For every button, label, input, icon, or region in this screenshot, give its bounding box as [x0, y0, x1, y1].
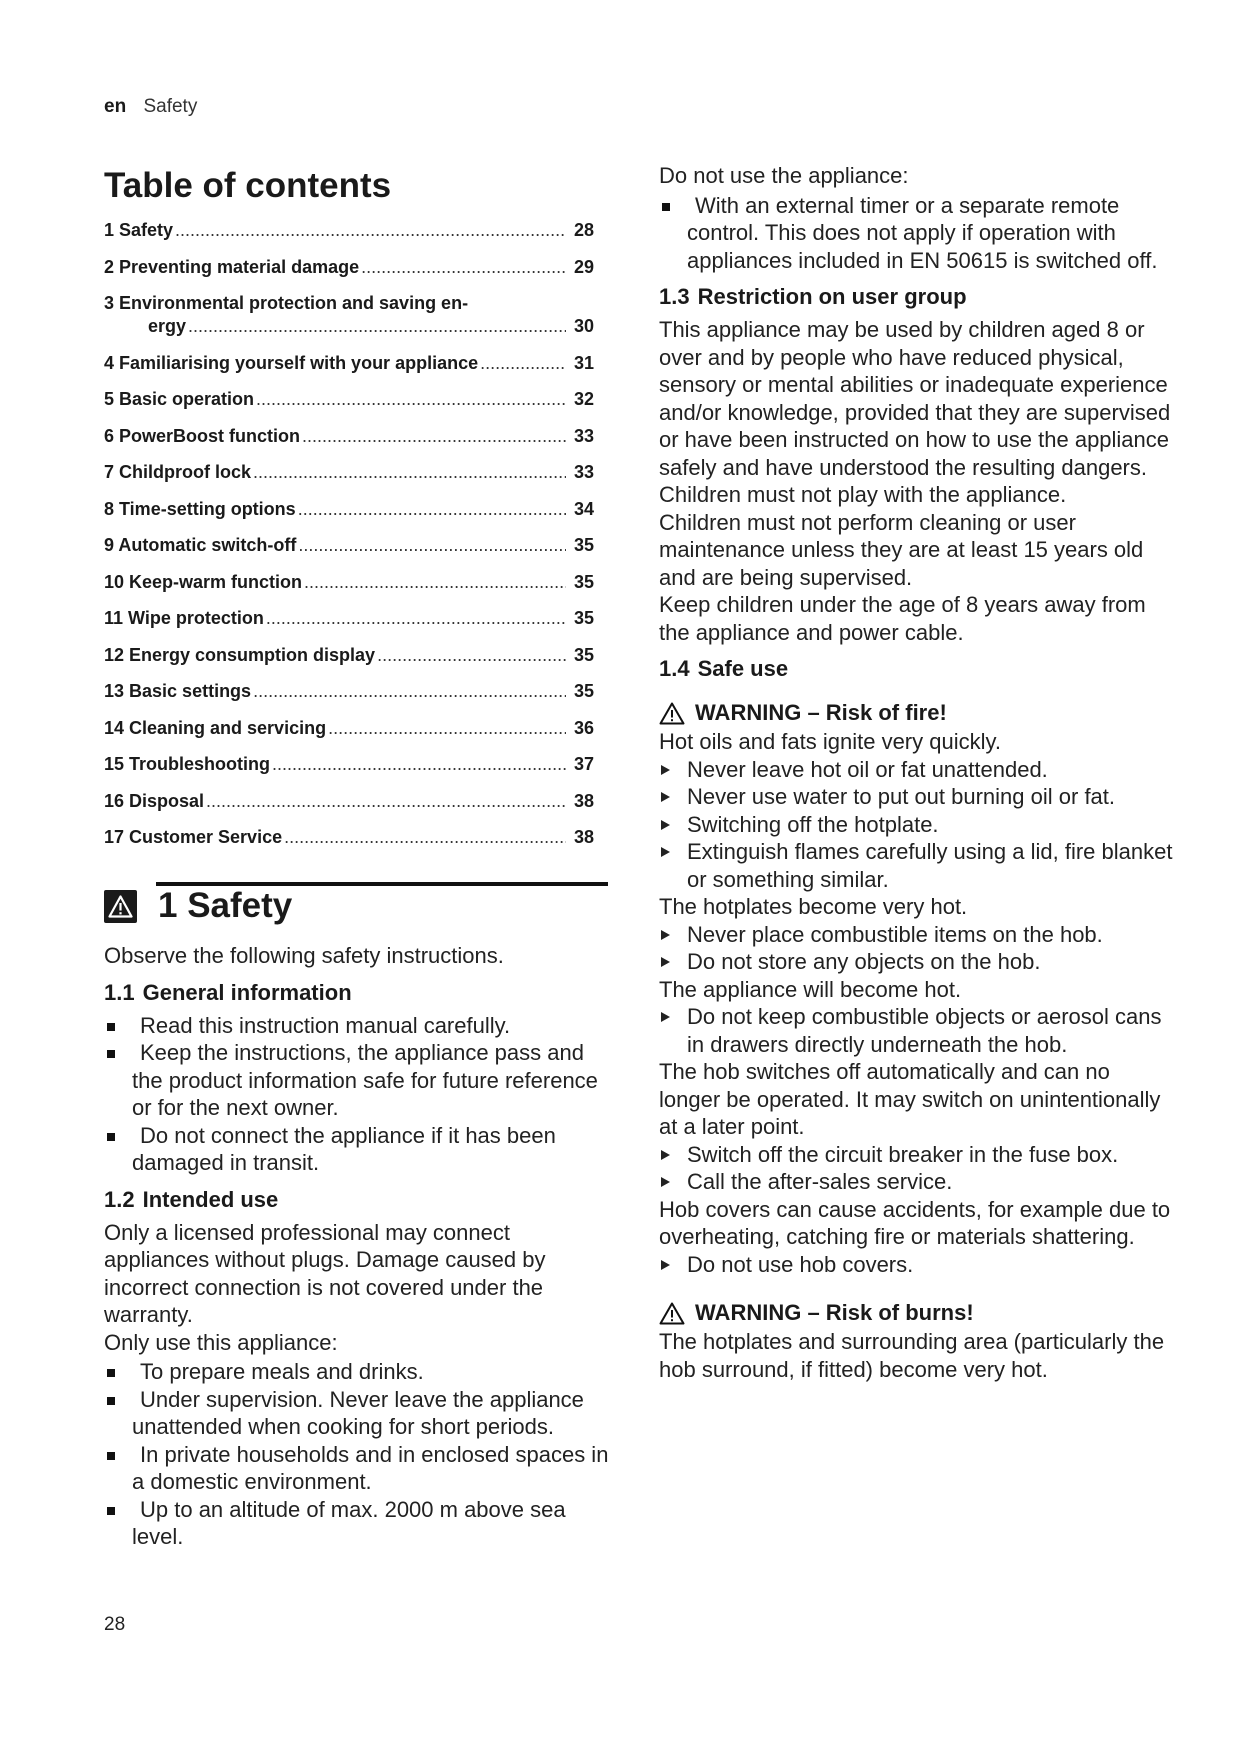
warning-fire-label: WARNING – Risk of fire!: [695, 700, 947, 725]
warning-burns: [659, 1300, 1174, 1326]
restriction-heading: 1.3 Restriction on user group: [659, 284, 967, 309]
fire-steps: [659, 756, 1174, 894]
intended-use-heading: 1.2 Intended use: [104, 1186, 279, 1212]
safe-use-heading: 1.4 Safe use: [659, 656, 789, 681]
intended-use-text: Only a licensed professional may connect appliances without plugs. Damage caused by incorrect connection is not covered under the warranty.: [104, 1219, 546, 1327]
toc-item[interactable]: 2 Preventing material damage ..... 29: [104, 257, 594, 278]
list-item: Do not keep combustible objects or aerosol cans in drawers directly underneath the hob.: [659, 1003, 1174, 1058]
list-item: In private households and in enclosed spaces in a domestic environment.: [104, 1441, 609, 1496]
restriction-cleaning: Children must not perform cleaning or user maintenance unless they are at least 15 years old and are being supervised.: [659, 509, 1144, 590]
switch-off-steps: [659, 1141, 1174, 1196]
list-item: Read this instruction manual carefully.: [104, 1012, 609, 1040]
toc-item[interactable]: 13 Basic settings ..... 35: [104, 681, 594, 702]
list-item: Never use water to put out burning oil or fat.: [659, 783, 1174, 811]
right-column: [659, 162, 1174, 1383]
toc-item[interactable]: 7 Childproof lock ..... 33: [104, 462, 594, 483]
list-item: Switch off the circuit breaker in the fuse box.: [659, 1141, 1174, 1169]
toc-item[interactable]: 1 Safety ..... 28: [104, 220, 594, 241]
safety-section-header: [104, 882, 609, 942]
left-column: [104, 160, 609, 1551]
restriction-age: Keep children under the age of 8 years away from the appliance and power cable.: [659, 592, 1146, 645]
warning-box-icon: [104, 890, 137, 923]
toc-item[interactable]: 15 Troubleshooting ..... 37: [104, 754, 594, 775]
toc-item[interactable]: 4 Familiarising yourself with your appliance ..... 31: [104, 353, 594, 374]
page-number: 28: [104, 1614, 126, 1635]
general-information-list: [104, 1012, 609, 1177]
page-header: [104, 96, 197, 118]
section-name: Safety: [143, 96, 198, 117]
list-item: Under supervision. Never leave the appliance unattended when cooking for short periods.: [104, 1386, 609, 1441]
list-item: Do not connect the appliance if it has been damaged in transit.: [104, 1122, 609, 1177]
toc-item[interactable]: 5 Basic operation ..... 32: [104, 389, 594, 410]
list-item: Keep the instructions, the appliance pass and the product information safe for future reference or for the next owner.: [104, 1039, 609, 1122]
warning-triangle-icon: [659, 702, 685, 725]
hotplates-hot: The hotplates become very hot.: [659, 894, 968, 919]
list-item: Never place combustible items on the hob.: [659, 921, 1174, 949]
appliance-hot: The appliance will become hot.: [659, 976, 962, 1002]
list-item: Do not use hob covers.: [659, 1251, 1174, 1279]
hotplates-steps: [659, 921, 1174, 976]
list-item: Up to an altitude of max. 2000 m above sea level.: [104, 1496, 609, 1551]
toc-item[interactable]: 16 Disposal ..... 38: [104, 791, 594, 812]
restriction-play: Children must not play with the appliance.: [659, 482, 1067, 507]
warning-fire: [659, 700, 1174, 726]
toc-item[interactable]: 11 Wipe protection ..... 35: [104, 608, 594, 629]
hob-covers-steps: [659, 1251, 1174, 1279]
switch-off-text: The hob switches off automatically and can no longer be operated. It may switch on unintentionally at a later point.: [659, 1059, 1161, 1139]
safety-title: 1 Safety: [158, 886, 293, 925]
list-item: Never leave hot oil or fat unattended.: [659, 756, 1174, 784]
intended-use-only: Only use this appliance:: [104, 1329, 338, 1355]
toc-title: Table of contents: [104, 166, 392, 205]
intended-use-list: [104, 1358, 609, 1551]
appliance-steps: [659, 1003, 1174, 1058]
do-not-use-intro: Do not use the appliance:: [659, 163, 909, 188]
toc-item[interactable]: 6 PowerBoost function ..... 33: [104, 426, 594, 447]
hob-covers-text: Hob covers can cause accidents, for example due to overheating, catching fire or materials shattering.: [659, 1196, 1171, 1249]
toc-item[interactable]: 17 Customer Service ..... 38: [104, 827, 594, 848]
warning-triangle-icon: [659, 1302, 685, 1325]
list-item: Extinguish flames carefully using a lid, fire blanket or something similar.: [659, 838, 1174, 893]
toc-item[interactable]: 12 Energy consumption display ..... 35: [104, 645, 594, 666]
toc-item[interactable]: 9 Automatic switch-off ..... 35: [104, 535, 594, 556]
do-not-use-list: [659, 192, 1174, 275]
fire-intro: Hot oils and fats ignite very quickly.: [659, 729, 1001, 754]
list-item: Call the after-sales service.: [659, 1168, 1174, 1196]
toc-item[interactable]: 3 Environmental protection and saving en- ergy ..... 30: [104, 293, 594, 337]
list-item: Switching off the hotplate.: [659, 811, 1174, 839]
warning-burns-label: WARNING – Risk of burns!: [695, 1300, 974, 1325]
safety-intro: Observe the following safety instructions.: [104, 943, 504, 968]
restriction-text: This appliance may be used by children aged 8 or over and by people who have reduced physical, sensory or mental abilities or inadequate experience and/or knowledge, provided that they are supervised or have been instructed on how to use the appliance safely and have understood the resulting dangers.: [659, 317, 1171, 480]
list-item: With an external timer or a separate remote control. This does not apply if operation with appliances included in EN 50615 is switched off.: [659, 192, 1174, 275]
general-information-heading: 1.1 General information: [104, 979, 352, 1005]
language-code: en: [104, 96, 127, 117]
list-item: To prepare meals and drinks.: [104, 1358, 609, 1386]
burns-text: The hotplates and surrounding area (particularly the hob surround, if fitted) become very hot.: [659, 1329, 1165, 1382]
toc-item[interactable]: 14 Cleaning and servicing ..... 36: [104, 718, 594, 739]
toc-item[interactable]: 10 Keep-warm function ..... 35: [104, 572, 594, 593]
list-item: Do not store any objects on the hob.: [659, 948, 1174, 976]
toc-item[interactable]: 8 Time-setting options ..... 34: [104, 499, 594, 520]
table-of-contents: [104, 220, 609, 848]
